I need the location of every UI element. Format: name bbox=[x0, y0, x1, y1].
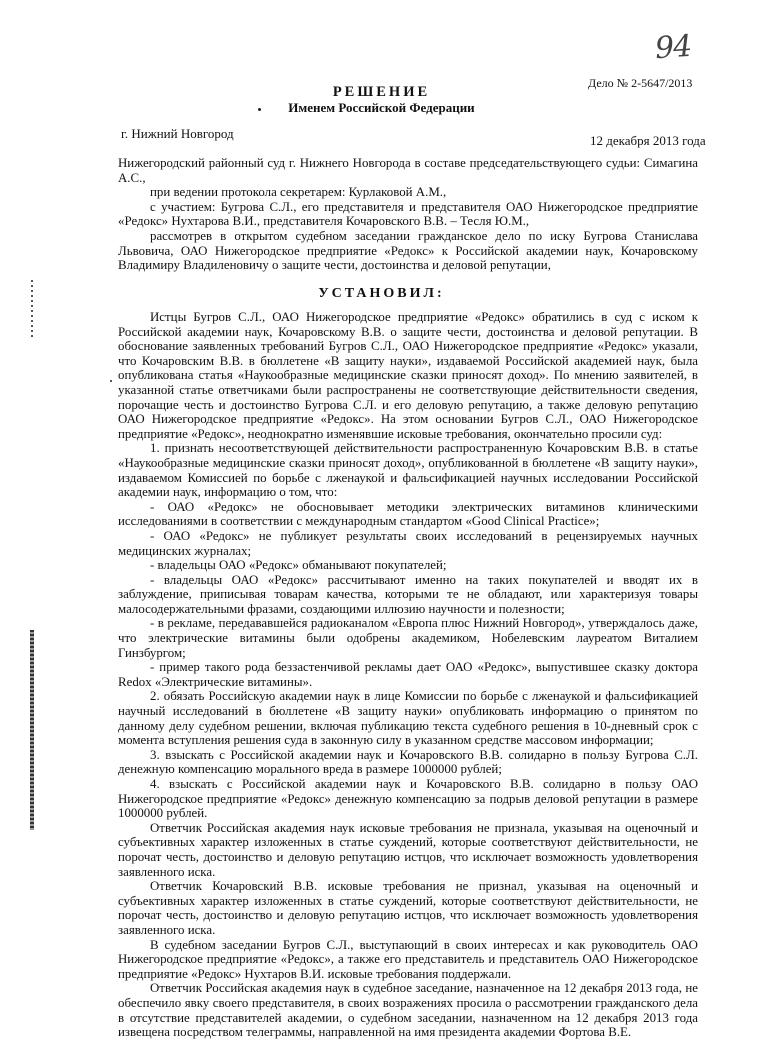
body-paragraph: - ОАО «Редокс» не обосновывает методики электрических витаминов клиническими исследованиями в соответствии с международным стандартом «Good Clinical Practice»; bbox=[118, 499, 698, 529]
speck bbox=[110, 380, 112, 382]
intro-paragraph: при ведении протокола секретарем: Курлаковой А.М., bbox=[150, 185, 447, 200]
body-paragraph: Истцы Бугров С.Л., ОАО Нижегородское предприятие «Редокс» обратились в суд с иском к Российской академии наук, Кочаровскому В.В. о защите чести, достоинства и деловой репутации. В обоснование заявленных требований Бугров С.Л., ОАО Нижегородское предприятие «Редокс» указали, что Кочаровским В.В. в бюллетене «В защиту науки», издаваемой Российской академией наук, была опубликована статья «Наукообразные медицинские сказки приносят доход». По мнению заявителей, в указанной статье ответчиками были распространены не соответствующие действительности сведения, порочащие честь и достоинство Бугрова С.Л. и его деловую репутацию, а также деловую репутацию ОАО Нижегородское предприятие «Редокс». На этом основании Бугров С.Л., ОАО Нижегородское предприятие «Редокс», неоднократно изменявшие исковые требования, окончательно просили суд: bbox=[118, 310, 698, 441]
decision-date: 12 декабря 2013 года bbox=[590, 133, 706, 148]
intro-paragraph: с участием: Бугрова С.Л., его представителя и представителя ОАО Нижегородское предприятие «Редокс» Нухтарова В.И., представителя Кочаровского В.В. – Тесля Ю.М., bbox=[118, 199, 698, 229]
document-subtitle: Именем Российской Федерации bbox=[288, 100, 475, 115]
case-number: Дело № 2-5647/2013 bbox=[588, 76, 693, 90]
body-paragraph: - владельцы ОАО «Редокс» рассчитывают именно на таких покупателей и вводят их в заблуждение, приписывая товарам качества, которыми те не обладают, или характеризуя товары малосодержательными фразами, создающими иллюзию научности и полезности; bbox=[118, 572, 698, 616]
binding-marks bbox=[30, 630, 34, 830]
page-number: 94 bbox=[653, 28, 693, 67]
body-paragraph: Ответчик Российская академия наук в судебное заседание, назначенное на 12 декабря 2013 года, не обеспечило явку своего представителя, в своих возражениях просила о рассмотрении гражданского дела в отсутствие представителей академии, о судебном заседании, назначенном на 12 декабря 2013 года извещена посредством телеграммы, направленной на имя президента академии Фортова В.Е. bbox=[118, 981, 698, 1040]
body-paragraph: Ответчик Кочаровский В.В. исковые требования не признал, указывая на оценочный и субъективных характер изложенных в статье суждений, которые соответствуют действительности, не порочат честь, достоинство и деловую репутацию истцов, что исключает возможность удовлетворения заявленного иска. bbox=[118, 879, 698, 937]
body-paragraph: 4. взыскать с Российской академии наук и Кочаровского В.В. солидарно в пользу ОАО Нижегородское предприятие «Редокс» денежную компенсацию за подрыв деловой репутации в размере 1000000 рублей. bbox=[118, 777, 698, 821]
document-title: РЕШЕНИЕ bbox=[332, 84, 431, 100]
intro-paragraph: Нижегородский районный суд г. Нижнего Новгорода в составе председательствующего судьи: Симагина А.С., bbox=[118, 156, 698, 185]
main-text bbox=[118, 310, 698, 1040]
section-heading: УСТАНОВИЛ: bbox=[318, 286, 445, 301]
intro-block bbox=[118, 156, 698, 273]
body-paragraph: В судебном заседании Бугров С.Л., выступающий в своих интересах и как руководитель ОАО Нижегородское предприятие «Редокс», а также его представитель и представитель ОАО Нижегородское предприятие «Редокс» Нухтаров В.И. исковые требования поддержали. bbox=[118, 937, 698, 981]
body-paragraph: Ответчик Российская академия наук исковые требования не признала, указывая на оценочный и субъективных характер изложенных в статье суждений, которые соответствуют действительности, не порочат честь, достоинство и деловую репутацию истцов, что исключает возможность удовлетворения заявленного иска. bbox=[118, 820, 698, 879]
intro-paragraph: рассмотрев в открытом судебном заседании гражданское дело по иску Бугрова Станислава Львовича, ОАО Нижегородское предприятие «Редокс» к Российской академии наук, Кочаровскому Владимиру Владиленовичу о защите чести, достоинства и деловой репутации, bbox=[118, 228, 698, 273]
body-paragraph: 3. взыскать с Российской академии наук и Кочаровского В.В. солидарно в пользу Бугрова С.Л. денежную компенсацию морального вреда в размере 1000000 рублей; bbox=[118, 747, 698, 777]
body-paragraph: 1. признать несоответствующей действительности распространенную Кочаровским В.В. в статье «Наукообразные медицинские сказки приносят доход», опубликованной в бюллетене «В защиту науки», издаваемом Комиссией по борьбе с лженаукой и фальсификацией научных исследовании Российской академии наук, информацию о том, что: bbox=[118, 441, 698, 500]
body-paragraph: - ОАО «Редокс» не публикует результаты своих исследований в рецензируемых научных медицинских журналах; bbox=[118, 528, 698, 558]
body-paragraph: 2. обязать Российскую академии наук в лице Комиссии по борьбе с лженаукой и фальсификацией научный исследований в бюллетене «В защиту науки» опубликовать информацию о принятом по данному делу судебном решении, включая публикацию текста судебного решения в 10-дневный срок с момента вступления решения суда в законную силу в указанном средстве массовом информации; bbox=[118, 689, 698, 748]
body-paragraph: - в рекламе, передававшейся радиоканалом «Европа плюс Нижний Новгород», утверждалось даже, что электрические витамины были одобрены академиком, Нобелевским лауреатом Виталием Гинзбургом; bbox=[118, 616, 698, 660]
city: г. Нижний Новгород bbox=[121, 126, 234, 141]
body-paragraph: - пример такого рода беззастенчивой рекламы дает ОАО «Редокс», выпустившее сказку доктора Redox «Электрические витамины». bbox=[118, 660, 698, 689]
body-paragraph: - владельцы ОАО «Редокс» обманывают покупателей; bbox=[150, 558, 447, 573]
